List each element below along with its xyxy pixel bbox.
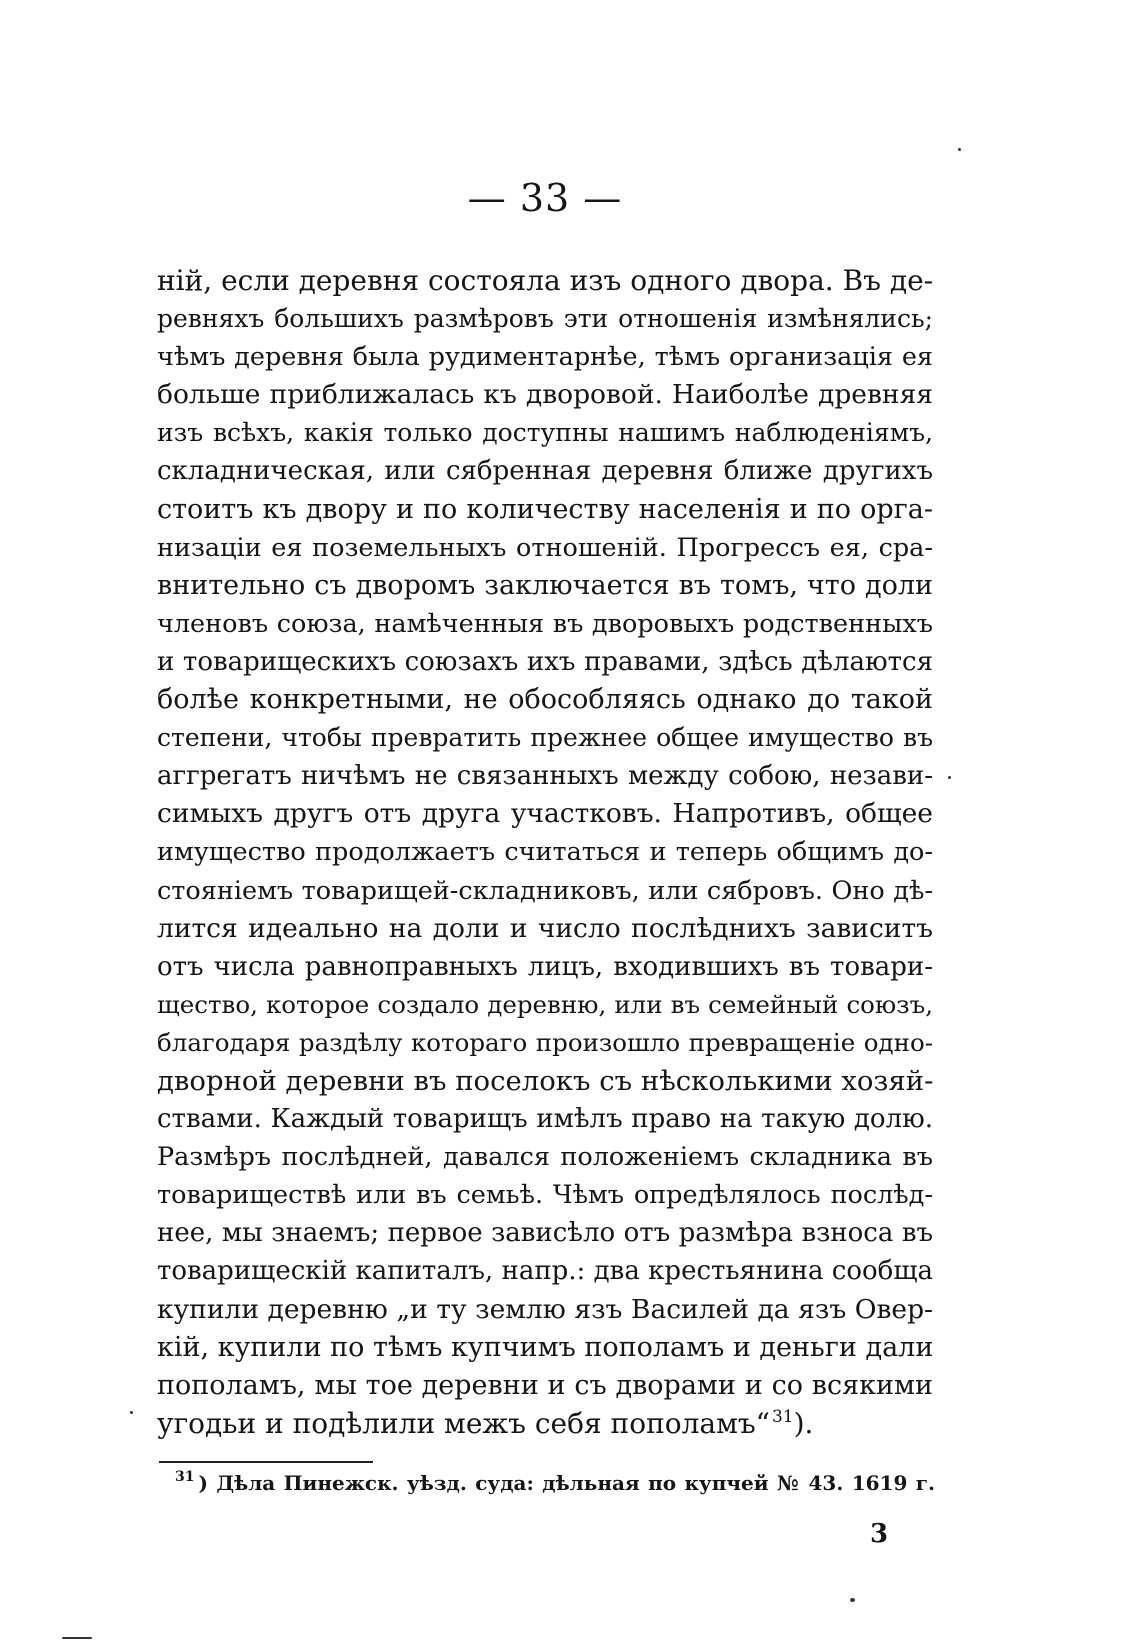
text-line: симыхъ другъ отъ друга участковъ. Напротивъ, общее [157,798,933,830]
text-line: товариществѣ или въ семьѣ. Чѣмъ опредѣлялось послѣд- [157,1180,933,1211]
text-line-last [157,1405,933,1443]
footnote-text: ) Дѣла Пинежск. уѣзд. суда: дѣльная по купчей № 43. 1619 г. [198,1471,935,1495]
text-line: ній, если деревня состояла изъ одного двора. Въ де- [157,264,933,297]
text-line: лится идеально на доли и число послѣднихъ зависитъ [157,912,933,944]
text-line: изъ всѣхъ, какія только доступны нашимъ наблюденіямъ, [157,418,933,448]
text-line: нее, мы знаемъ; первое зависѣло отъ размѣра взноса въ [157,1218,933,1249]
text-line: степени, чтобы превратить прежнее общее имущество въ [157,723,933,753]
text-line: членовъ союза, намѣченныя въ дворовыхъ родственныхъ [157,608,933,639]
signature-mark: 3 [870,1519,889,1549]
last-line-end: ). [793,1406,814,1440]
text-line: складническая, или сябренная деревня ближе другихъ [157,456,933,487]
text-line: пополамъ, мы тое деревни и съ дворами и со всякими [157,1369,933,1401]
footnote [175,1464,935,1502]
scan-speck [62,1637,92,1639]
text-line: низаціи ея поземельныхъ отношеній. Прогрессъ ея, сра- [157,532,933,563]
text-line: Размѣръ послѣдней, давался положеніемъ складника въ [157,1142,933,1173]
scan-speck [958,148,961,151]
footnote-number: 31 [175,1469,195,1485]
text-line: отъ числа равноправныхъ лицъ, входившихъ въ товари- [157,951,933,982]
text-line: кій, купили по тѣмъ купчимъ пополамъ и деньги дали [157,1331,933,1363]
text-line: больше приближалась къ дворовой. Наиболѣе древняя [157,379,933,411]
text-line: стоитъ къ двору и по количеству населенія и по орга- [157,493,933,525]
text-line: товарищескій капиталъ, напр.: два крестьянина сообща [157,1256,933,1287]
text-line: дворной деревни въ поселокъ съ нѣсколькими хозяй- [157,1064,933,1097]
text-line: внительно съ дворомъ заключается въ томъ, что доли [157,569,933,601]
text-line: чѣмъ деревня была рудиментарнѣе, тѣмъ организація ея [157,342,933,373]
text-line: благодаря раздѣлу котораго произошло превращеніе одно- [157,1027,933,1057]
text-line: ревняхъ большихъ размѣровъ эти отношенія измѣнялись; [157,304,933,334]
page-number: — 33 — [467,176,623,220]
text-line: имущество продолжаетъ считаться и теперь общимъ до- [157,837,933,868]
text-line: купили деревню „и ту землю язъ Василей да язъ Овер- [157,1293,933,1325]
text-line: ствами. Каждый товарищъ имѣлъ право на такую долю. [157,1104,933,1135]
scan-speck [130,1411,133,1414]
footnote-reference: 31 [771,1406,794,1427]
body-text [157,262,933,1443]
footnote-rule [159,1461,373,1463]
text-line: стояніемъ товарищей-складниковъ, или сябровъ. Оно дѣ- [157,875,933,906]
text-line: аггрегатъ ничѣмъ не связанныхъ между собою, незави- [157,761,933,792]
text-line: болѣе конкретными, не обособляясь однако до такой [157,684,933,716]
text-line: и товарищескихъ союзахъ ихъ правами, здѣсь дѣлаются [157,646,933,677]
scan-speck [850,1598,855,1602]
scan-speck [948,776,951,779]
text-line: щество, которое создало деревню, или въ семейный союзъ, [157,989,933,1019]
last-line-text: угодьи и подѣлили межъ себя пополамъ“ [157,1406,770,1440]
